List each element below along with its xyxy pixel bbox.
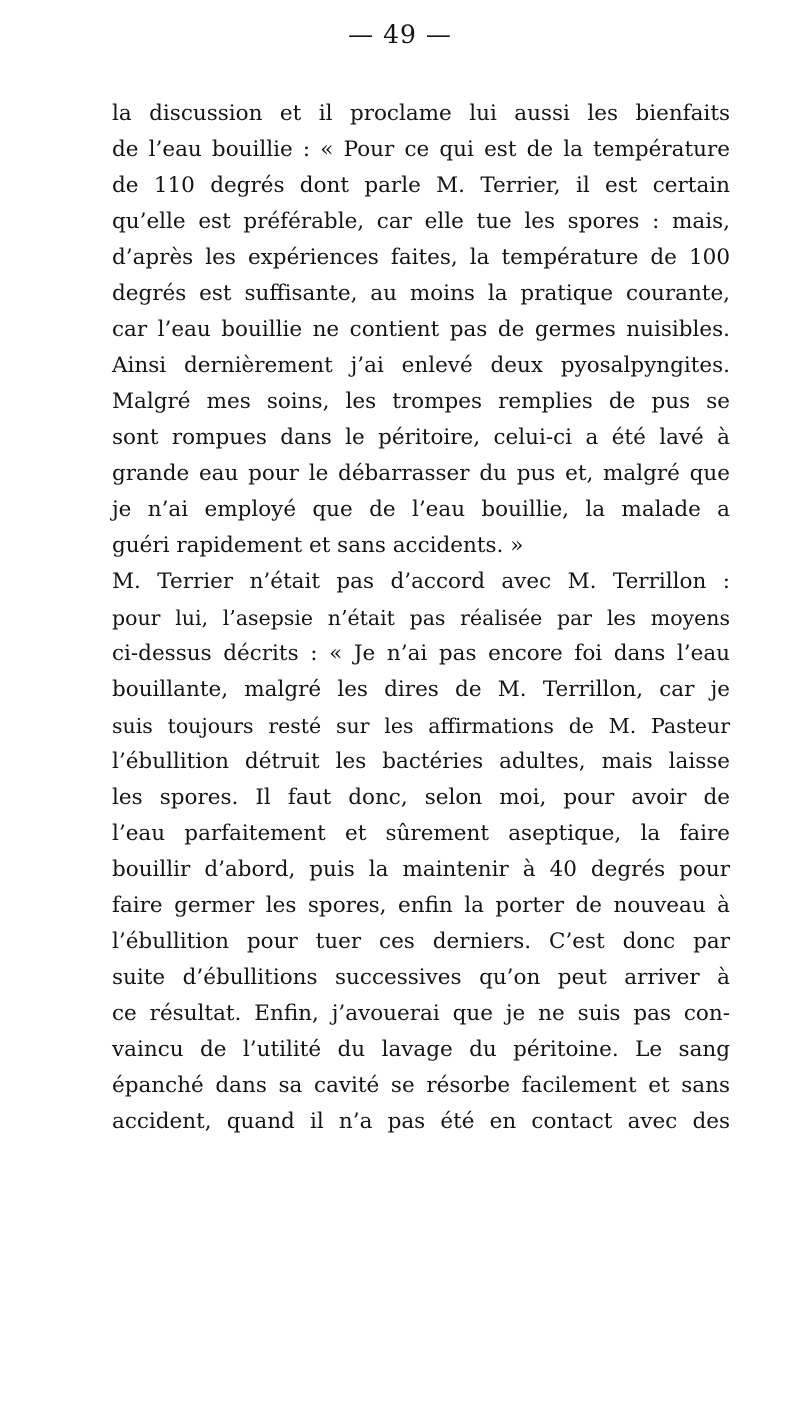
text-line: la discussion et il proclame lui aussi les bienfaits [112, 101, 730, 126]
text-line: épanché dans sa cavité se résorbe facilement et sans [112, 1073, 730, 1098]
text-line: suite d’ébullitions successives qu’on peut arriver à [112, 965, 730, 990]
text-line: ce résultat. Enfin, j’avouerai que je ne suis pas con- [112, 1001, 730, 1026]
text-line: bouillante, malgré les dires de M. Terrillon, car je [112, 677, 730, 702]
body-text [112, 96, 730, 1140]
text-line: l’ébullition détruit les bactéries adultes, mais laisse [112, 749, 730, 774]
text-line: ci-dessus décrits : « Je n’ai pas encore foi dans l’eau [112, 641, 730, 666]
text-line: accident, quand il n’a pas été en contact avec des [112, 1109, 730, 1134]
text-line: degrés est suffisante, au moins la pratique courante, [112, 281, 730, 306]
text-line: car l’eau bouillie ne contient pas de germes nuisibles. [112, 317, 730, 342]
text-line: suis toujours resté sur les affirmations de M. Pasteur [112, 714, 730, 738]
page-number: — 49 — [348, 20, 452, 49]
text-line: l’ébullition pour tuer ces derniers. C’est donc par [112, 929, 730, 954]
text-line: je n’ai employé que de l’eau bouillie, la malade a [112, 497, 730, 522]
text-line: Ainsi dernièrement j’ai enlevé deux pyosalpyngites. [112, 353, 730, 378]
text-line: d’après les expériences faites, la température de 100 [112, 245, 730, 270]
text-line: M. Terrier n’était pas d’accord avec M. Terrillon : [112, 569, 730, 594]
text-line: grande eau pour le débarrasser du pus et, malgré que [112, 461, 730, 486]
text-line: guéri rapidement et sans accidents. » [112, 533, 524, 558]
text-line: faire germer les spores, enfin la porter de nouveau à [112, 893, 730, 918]
text-line: l’eau parfaitement et sûrement aseptique, la faire [112, 821, 730, 846]
text-line: Malgré mes soins, les trompes remplies de pus se [112, 389, 730, 414]
text-line: vaincu de l’utilité du lavage du péritoine. Le sang [112, 1037, 730, 1062]
text-line: sont rompues dans le péritoire, celui-ci a été lavé à [112, 425, 730, 450]
text-line: de l’eau bouillie : « Pour ce qui est de la température [112, 137, 730, 162]
text-line: bouillir d’abord, puis la maintenir à 40 degrés pour [112, 857, 730, 882]
text-line: les spores. Il faut donc, selon moi, pour avoir de [112, 785, 730, 810]
text-line: qu’elle est préférable, car elle tue les spores : mais, [112, 209, 730, 234]
text-line: pour lui, l’asepsie n’était pas réalisée par les moyens [112, 606, 730, 630]
text-line: de 110 degrés dont parle M. Terrier, il est certain [112, 173, 730, 198]
